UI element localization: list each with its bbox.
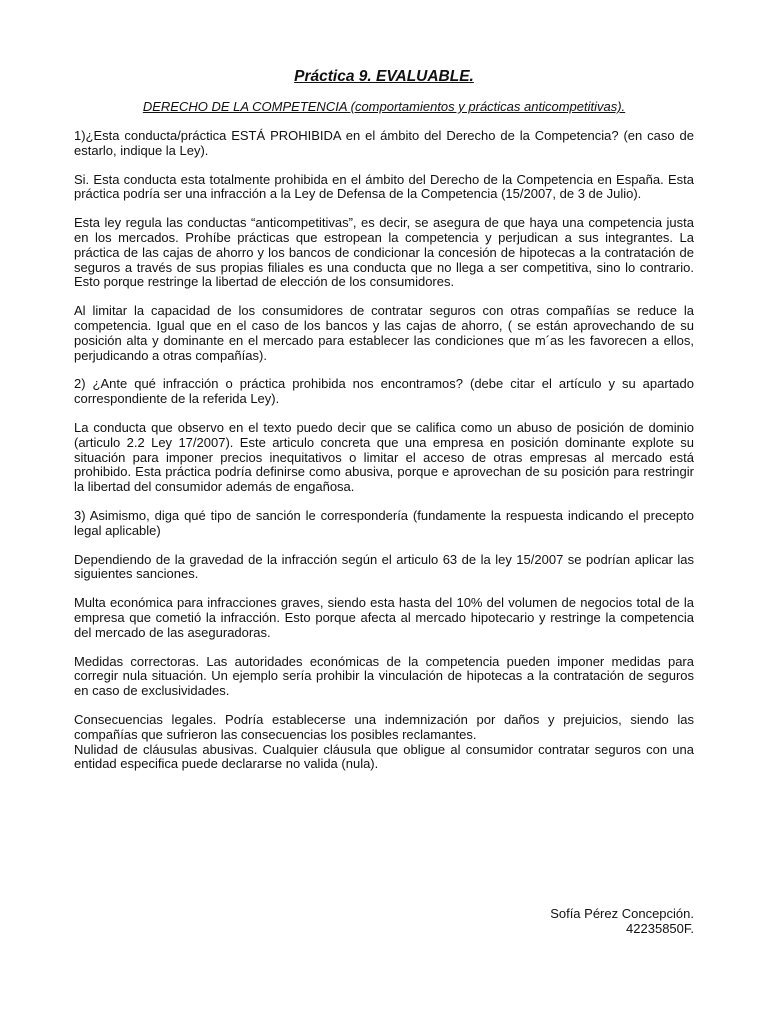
- author-id: 42235850F.: [626, 921, 694, 936]
- answer-1-paragraph: Esta ley regula las conductas “anticompetitivas”, es decir, se asegura de que haya una competencia justa en los mercados. Prohíbe prácticas que estropean la competencia y perjudican a sus integrantes. La práctica de las cajas de ahorro y los bancos de condicionar la concesión de hipotecas a la contratación de seguros a través de sus propias filiales es una conducta que no llega a ser competitiva, sino lo contrario. Esto porque restringe la libertad de elección de los consumidores.: [74, 215, 694, 290]
- answer-3-paragraph: Dependiendo de la gravedad de la infracción según el articulo 63 de la ley 15/2007 se podrían aplicar las siguientes sanciones.: [74, 551, 694, 582]
- answer-3-paragraph: Nulidad de cláusulas abusivas. Cualquier cláusula que obligue al consumidor contratar seguros con una entidad especifica puede declararse no valida (nula).: [74, 741, 694, 772]
- document-body: [74, 68, 694, 786]
- signature-block: [550, 906, 694, 936]
- answer-2-paragraph: La conducta que observo en el texto puedo decir que se califica como un abuso de posición de dominio (articulo 2.2 Ley 17/2007). Este articulo concreta que una empresa en posición dominante explote su situación para imponer precios inequitativos o limitar el acceso de otras empresas al mercado está prohibido. Esta práctica podría definirse como abusiva, porque e aprovechan de su posición para restringir la libertad del consumidor además de engañosa.: [74, 419, 694, 495]
- answer-1-paragraph: Al limitar la capacidad de los consumidores de contratar seguros con otras compañías se reduce la competencia. Igual que en el caso de los bancos y las cajas de ahorro, ( se están aprovechando de su posición alta y dominante en el mercado para establecer las condiciones que m´as les favorecen a ellos, perjudicando a otras compañías).: [74, 303, 694, 363]
- question-1: 1)¿Esta conducta/práctica ESTÁ PROHIBIDA en el ámbito del Derecho de la Competencia? (en caso de estarlo, indique la Ley).: [74, 128, 694, 158]
- question-2: 2) ¿Ante qué infracción o práctica prohibida nos encontramos? (debe citar el artículo y su apartado correspondiente de la referida Ley).: [74, 376, 694, 407]
- question-3: 3) Asimismo, diga qué tipo de sanción le correspondería (fundamente la respuesta indicando el precepto legal aplicable): [74, 507, 694, 538]
- answer-1-paragraph: Si. Esta conducta esta totalmente prohibida en el ámbito del Derecho de la Competencia en España. Esta práctica podría ser una infracción a la Ley de Defensa de la Competencia (15/2007, de 3 de Julio).: [74, 171, 694, 202]
- answer-3-paragraph: Multa económica para infracciones graves, siendo esta hasta del 10% del volumen de negocios total de la empresa que cometió la infracción. Esto porque afecta al mercado hipotecario y restringe la competencia del mercado de las aseguradoras.: [74, 595, 694, 640]
- answer-3-paragraph: Medidas correctoras. Las autoridades económicas de la competencia pueden imponer medidas para corregir nula situación. Un ejemplo sería prohibir la vinculación de hipotecas a la contratación de seguros en caso de exclusividades.: [74, 653, 694, 699]
- document-subtitle: DERECHO DE LA COMPETENCIA (comportamientos y prácticas anticompetitivas).: [142, 99, 626, 114]
- author-name: Sofía Pérez Concepción.: [550, 906, 694, 921]
- document-title: Práctica 9. EVALUABLE.: [294, 68, 474, 85]
- answer-3-paragraph: Consecuencias legales. Podría establecerse una indemnización por daños y prejuicios, siendo las compañías que sufrieron las consecuencias los posibles reclamantes.: [74, 711, 694, 742]
